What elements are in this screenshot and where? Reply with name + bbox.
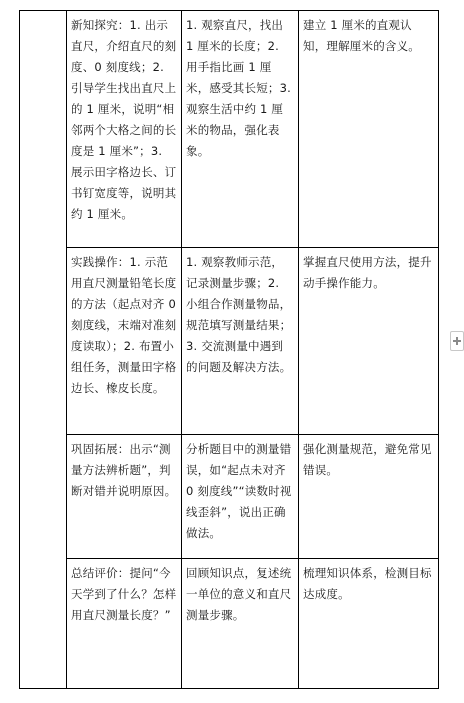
stage-column-cell: [20, 11, 67, 689]
plus-icon: [453, 337, 461, 345]
teacher-activity-cell: 巩固拓展：出示“测量方法辨析题”，判断对错并说明原因。: [67, 435, 182, 559]
table-row: [20, 435, 439, 559]
table-row: [20, 248, 439, 435]
student-activity-cell: 1. 观察直尺，找出 1 厘米的长度；2. 用手指比画 1 厘米，感受其长短；3. 观察生活中约 1 厘米的物品，强化表象。: [182, 11, 299, 248]
teacher-activity-cell: 总结评价：提问“今天学到了什么？怎样用直尺测量长度？”: [67, 559, 182, 689]
add-row-button[interactable]: [450, 331, 464, 351]
design-intent-cell: 建立 1 厘米的直观认知，理解厘米的含义。: [299, 11, 439, 248]
student-activity-cell: 回顾知识点，复述统一单位的意义和直尺测量步骤。: [182, 559, 299, 689]
teacher-activity-cell: 实践操作：1. 示范用直尺测量铅笔长度的方法（起点对齐 0 刻度线，末端对准刻度读取）；2. 布置小组任务，测量田字格边长、橡皮长度。: [67, 248, 182, 435]
table-row: [20, 11, 439, 248]
table-row: [20, 559, 439, 689]
student-activity-cell: 分析题目中的测量错误，如“起点未对齐 0 刻度线”“读数时视线歪斜”，说出正确做法。: [182, 435, 299, 559]
design-intent-cell: 梳理知识体系，检测目标达成度。: [299, 559, 439, 689]
student-activity-cell: 1. 观察教师示范，记录测量步骤；2. 小组合作测量物品，规范填写测量结果；3. 交流测量中遇到的问题及解决方法。: [182, 248, 299, 435]
teacher-activity-cell: 新知探究：1. 出示直尺，介绍直尺的刻度、0 刻度线；2. 引导学生找出直尺上的 1 厘米，说明“相邻两个大格之间的长度是 1 厘米”；3. 展示田字格边长、订书钉宽度等，说明其约 1 厘米。: [67, 11, 182, 248]
lesson-plan-table: [19, 10, 439, 689]
design-intent-cell: 强化测量规范，避免常见错误。: [299, 435, 439, 559]
design-intent-cell: 掌握直尺使用方法，提升动手操作能力。: [299, 248, 439, 435]
